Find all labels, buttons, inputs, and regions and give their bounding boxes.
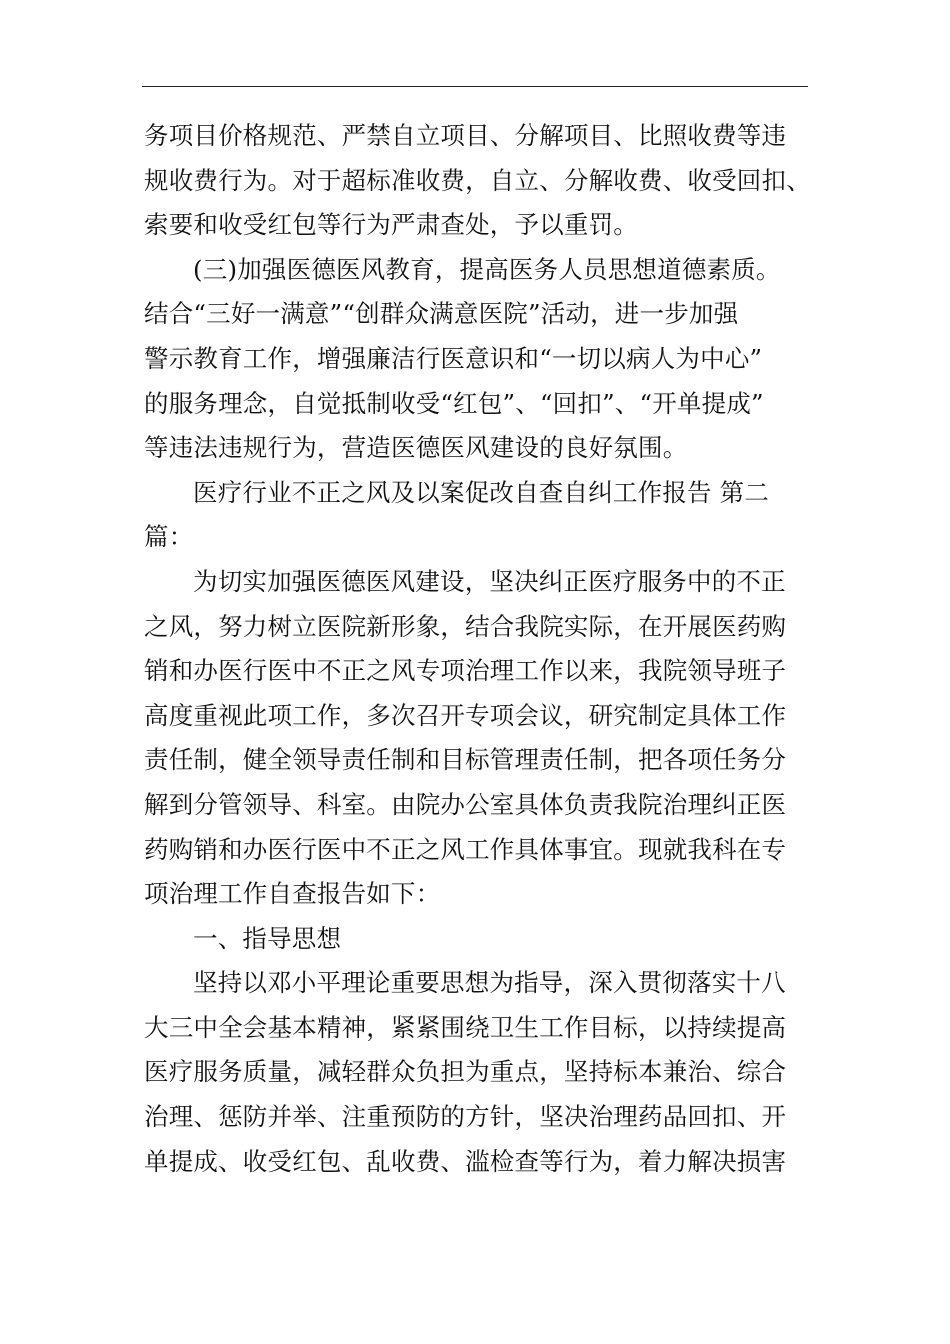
text-line: 篇： — [144, 522, 194, 552]
text-line: 治理、惩防并举、注重预防的方针，坚决治理药品回扣、开 — [144, 1102, 787, 1132]
text-line: 高度重视此项工作，多次召开专项会议，研究制定具体工作 — [144, 700, 787, 730]
text-line: 结合“三好一满意”“创群众满意医院”活动，进一步加强 — [144, 299, 739, 329]
text-line: 的服务理念，自觉抵制收受“红包”、“回扣”、“开单提成” — [144, 388, 764, 418]
text-line: 一、指导思想 — [193, 923, 342, 953]
text-line: 医疗行业不正之风及以案促改自查自纠工作报告 第二 — [193, 477, 770, 507]
text-line: 索要和收受红包等行为严肃查处，予以重罚。 — [144, 210, 638, 240]
text-line: 项治理工作自查报告如下： — [144, 879, 441, 909]
text-line: 大三中全会基本精神，紧紧围绕卫生工作目标，以持续提高 — [144, 1012, 787, 1042]
text-line: 务项目价格规范、严禁自立项目、分解项目、比照收费等违 — [144, 121, 787, 150]
text-line: (三)加强医德医风教育，提高医务人员思想道德素质。 — [193, 254, 781, 284]
text-line: 销和办医行医中不正之风专项治理工作以来，我院领导班子 — [144, 656, 787, 686]
text-line: 坚持以邓小平理论重要思想为指导，深入贯彻落实十八 — [193, 968, 786, 998]
text-line: 警示教育工作，增强廉洁行医意识和“一切以病人为中心” — [144, 343, 763, 373]
text-line: 药购销和办医行医中不正之风工作具体事宜。现就我科在专 — [144, 834, 787, 864]
text-line: 责任制，健全领导责任制和目标管理责任制，把各项任务分 — [144, 745, 787, 775]
text-line: 解到分管领导、科室。由院办公室具体负责我院治理纠正医 — [144, 789, 787, 819]
text-line: 医疗服务质量，减轻群众负担为重点，坚持标本兼治、综合 — [144, 1057, 787, 1087]
text-line: 单提成、收受红包、乱收费、滥检查等行为，着力解决损害 — [144, 1146, 787, 1176]
text-line: 等违法违规行为，营造医德医风建设的良好氛围。 — [144, 433, 688, 463]
text-line: 之风，努力树立医院新形象，结合我院实际，在开展医药购 — [144, 611, 787, 641]
header-rule — [142, 86, 808, 87]
body-text — [144, 114, 810, 1184]
text-line: 规收费行为。对于超标准收费，自立、分解收费、收受回扣、 — [144, 165, 811, 195]
text-line: 为切实加强医德医风建设，坚决纠正医疗服务中的不正 — [193, 566, 786, 596]
